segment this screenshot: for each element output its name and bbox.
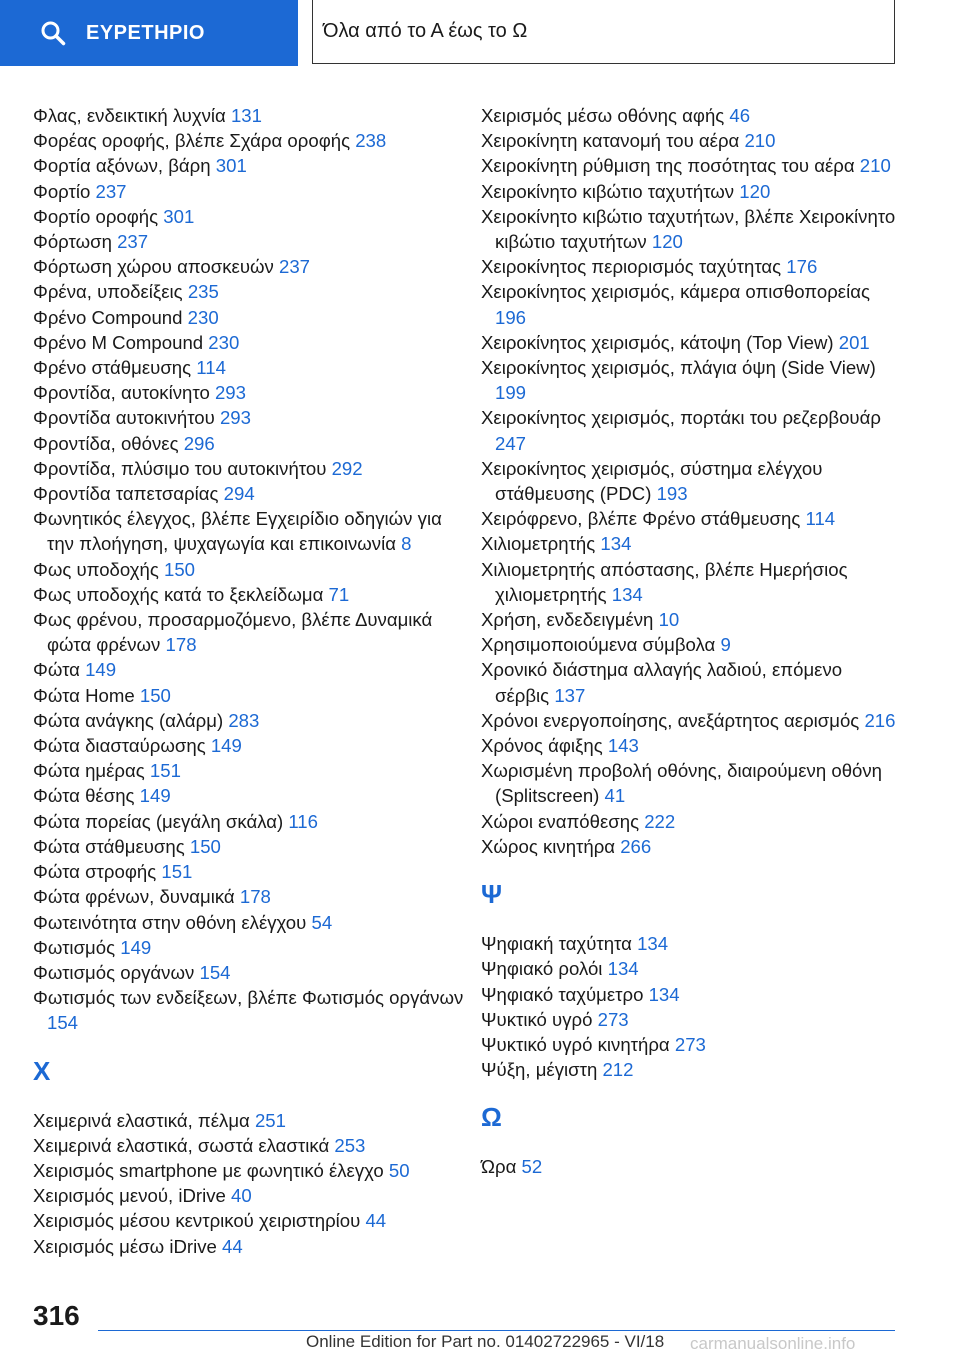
index-entry xyxy=(481,657,901,707)
page-link[interactable]: 46 xyxy=(729,105,751,126)
page-link[interactable]: 178 xyxy=(165,634,197,656)
page-link[interactable]: 296 xyxy=(183,432,215,454)
page-link[interactable]: 230 xyxy=(187,306,219,328)
entry-text: Ψυκτικό υγρό xyxy=(481,1008,593,1030)
entry-text: Χειμερινά ελαστικά, πέλμα xyxy=(33,1109,250,1131)
index-entry xyxy=(33,884,473,909)
entry-text: Φως φρένου, προσαρμοζόμενο, βλέπε Δυναμικά φώτα φρένων xyxy=(33,609,433,656)
entry-text: Χειροκίνητος περιορισμός ταχύτητας xyxy=(481,256,782,278)
index-entry xyxy=(33,607,473,657)
page-link[interactable]: 230 xyxy=(208,331,240,353)
page-link[interactable]: 120 xyxy=(739,180,771,202)
entry-text: Χειροκίνητη κατανομή του αέρα xyxy=(481,130,740,152)
entry-text: Χειρισμός μενού, iDrive xyxy=(33,1185,226,1207)
index-entry xyxy=(33,557,473,582)
index-entry xyxy=(33,960,473,985)
entry-text: Φωτισμός οργάνων xyxy=(33,961,195,983)
index-entry xyxy=(481,456,901,506)
index-entry xyxy=(481,733,901,758)
entry-text: Φώτα στάθμευσης xyxy=(33,835,185,857)
entry-text: Φροντίδα, αυτοκίνητο xyxy=(33,382,210,404)
index-entry xyxy=(33,758,473,783)
page-link[interactable]: 137 xyxy=(554,684,586,706)
entry-text: Χειροκίνητος χειρισμός, πλάγια όψη (Side View) xyxy=(481,357,876,379)
entry-text: Ψηφιακό ταχύμετρο xyxy=(481,983,644,1005)
entry-text: Φρένο στάθμευσης xyxy=(33,357,192,379)
page-link[interactable]: 235 xyxy=(187,281,219,303)
index-entry xyxy=(33,229,473,254)
entry-text: Φρένα, υποδείξεις xyxy=(33,281,183,303)
page-link[interactable]: 176 xyxy=(786,256,818,278)
entry-text: Φώτα Home xyxy=(33,684,135,706)
page-link[interactable]: 44 xyxy=(222,1235,243,1257)
index-column-right xyxy=(481,103,901,1180)
index-entry xyxy=(33,330,473,355)
page-link[interactable]: 222 xyxy=(644,810,676,832)
entry-text: Φωτεινότητα στην οθόνη ελέγχου xyxy=(33,911,307,933)
page-link[interactable]: 41 xyxy=(604,785,626,807)
page-link[interactable]: 116 xyxy=(288,810,318,832)
entry-text: Ώρα xyxy=(481,1156,517,1178)
entry-text: Φώτα στροφής xyxy=(33,861,157,883)
index-entry xyxy=(481,956,901,981)
entry-list-omega xyxy=(481,1154,901,1179)
page-link[interactable]: 216 xyxy=(864,709,896,731)
page-link[interactable]: 237 xyxy=(117,231,149,253)
entry-text: Φωνητικός έλεγχος, βλέπε Εγχειρίδιο οδηγιών για την πλοήγηση, ψυχαγωγία και επικοινωνία xyxy=(33,508,442,555)
footer-divider xyxy=(98,1330,895,1331)
page-link[interactable]: 293 xyxy=(214,382,246,404)
page-link[interactable]: 54 xyxy=(311,911,333,933)
letter-heading-chi: Χ xyxy=(33,1055,51,1086)
entry-list-phi xyxy=(33,103,473,1036)
index-entry xyxy=(33,254,473,279)
page-link[interactable]: 134 xyxy=(607,958,639,980)
letter-heading-omega: Ω xyxy=(481,1102,502,1133)
index-entry xyxy=(481,330,901,355)
page-link[interactable]: 237 xyxy=(95,180,127,202)
index-entry xyxy=(33,1158,473,1183)
entry-text: Χειρισμός μέσω οθόνης αφής xyxy=(481,105,725,126)
entry-text: Χρησιμοποιούμενα σύμβολα xyxy=(481,634,716,656)
index-entry xyxy=(481,809,901,834)
page-link[interactable]: 253 xyxy=(334,1134,366,1156)
index-entry xyxy=(481,153,901,178)
page-link[interactable]: 149 xyxy=(210,735,242,757)
page-link[interactable]: 292 xyxy=(331,457,363,479)
entry-text: Χειρισμός μέσου κεντρικού χειριστηρίου xyxy=(33,1210,361,1232)
search-icon xyxy=(40,20,66,46)
page-link[interactable]: 114 xyxy=(805,508,836,530)
page-link[interactable]: 212 xyxy=(602,1059,634,1081)
page-link[interactable]: 210 xyxy=(859,155,891,177)
page-link[interactable]: 134 xyxy=(648,983,680,1005)
index-entry xyxy=(33,103,473,128)
index-entry xyxy=(33,431,473,456)
page-link[interactable]: 283 xyxy=(228,709,260,731)
entry-text: Χρόνοι ενεργοποίησης, ανεξάρτητος αερισμός xyxy=(481,709,860,731)
index-entry xyxy=(481,355,901,405)
page-link[interactable]: 301 xyxy=(215,155,247,177)
entry-text: Ψηφιακή ταχύτητα xyxy=(481,933,632,955)
page-link[interactable]: 134 xyxy=(637,933,669,955)
index-entry xyxy=(33,1183,473,1208)
page-link[interactable]: 273 xyxy=(674,1033,706,1055)
index-entry xyxy=(481,931,901,956)
index-entry xyxy=(33,683,473,708)
page-link[interactable]: 266 xyxy=(620,835,652,857)
page-link[interactable]: 52 xyxy=(521,1156,543,1178)
page-link[interactable]: 154 xyxy=(199,961,231,983)
entry-text: Φωτισμός xyxy=(33,936,116,958)
index-entry xyxy=(33,985,473,1035)
index-search-tab[interactable] xyxy=(0,0,298,66)
page-link[interactable]: 143 xyxy=(607,735,639,757)
index-entry xyxy=(481,708,901,733)
index-entry xyxy=(481,834,901,859)
index-entry xyxy=(481,1057,901,1082)
index-entry xyxy=(481,632,901,657)
entry-text: Φορτίο xyxy=(33,180,91,202)
index-entry xyxy=(33,179,473,204)
index-entry xyxy=(33,380,473,405)
page-link[interactable]: 150 xyxy=(189,835,221,857)
page-link[interactable]: 8 xyxy=(401,533,412,555)
index-entry xyxy=(33,733,473,758)
index-entry xyxy=(33,456,473,481)
entry-text: Χώροι εναπόθεσης xyxy=(481,810,640,832)
entry-text: Χιλιομετρητής απόστασης, βλέπε Ημερήσιος χιλιομετρητής xyxy=(481,558,848,605)
page-link[interactable]: 178 xyxy=(239,886,271,908)
page-link[interactable]: 293 xyxy=(219,407,251,429)
page-link[interactable]: 199 xyxy=(495,382,527,404)
page-link[interactable]: 294 xyxy=(223,483,255,505)
entry-text: Φορτία αξόνων, βάρη xyxy=(33,155,211,177)
entry-text: Χώρος κινητήρα xyxy=(481,835,616,857)
entry-text: Φροντίδα αυτοκινήτου xyxy=(33,407,215,429)
index-entry xyxy=(481,557,901,607)
index-entry xyxy=(33,204,473,229)
index-entry xyxy=(481,179,901,204)
page-link[interactable]: 273 xyxy=(597,1008,629,1030)
page-link[interactable]: 149 xyxy=(85,659,117,681)
index-entry xyxy=(33,279,473,304)
page-link[interactable]: 71 xyxy=(328,583,350,605)
index-entry xyxy=(33,1234,473,1259)
index-entry xyxy=(33,582,473,607)
entry-text: Φώτα διασταύρωσης xyxy=(33,735,206,757)
index-entry xyxy=(481,103,901,128)
entry-text: Χειροκίνητος χειρισμός, πορτάκι του ρεζερβουάρ xyxy=(481,407,881,429)
index-entry xyxy=(481,204,901,254)
entry-text: Φώτα πορείας (μεγάλη σκάλα) xyxy=(33,810,284,832)
page-link[interactable]: 10 xyxy=(658,609,680,631)
index-entry xyxy=(481,128,901,153)
index-entry xyxy=(33,859,473,884)
index-entry xyxy=(33,935,473,960)
entry-text: Φώτα θέσης xyxy=(33,785,135,807)
index-entry xyxy=(481,405,901,455)
top-bar xyxy=(0,0,960,66)
index-entry xyxy=(33,910,473,935)
entry-text: Χειροκίνητος χειρισμός, σύστημα ελέγχου στάθμευσης (PDC) xyxy=(481,457,823,505)
page-link[interactable]: 238 xyxy=(355,130,387,152)
page-link[interactable]: 151 xyxy=(161,861,193,883)
entry-text: Χειμερινά ελαστικά, σωστά ελαστικά xyxy=(33,1134,330,1156)
index-entry xyxy=(481,506,901,531)
index-entry xyxy=(33,1133,473,1158)
entry-text: Ψύξη, μέγιστη xyxy=(481,1059,598,1081)
entry-text: Χειροκίνητος χειρισμός, κάτοψη (Top View) xyxy=(481,331,834,353)
entry-list-chi-cont xyxy=(481,103,901,859)
entry-text: Χωρισμένη προβολή οθόνης, διαιρούμενη οθόνη (Splitscreen) xyxy=(481,760,883,807)
entry-text: Φρένο Compound xyxy=(33,306,183,328)
page-link[interactable]: 134 xyxy=(600,533,632,555)
page-title: Όλα από το Α έως το Ω xyxy=(312,0,895,64)
entry-text: Χειρόφρενο, βλέπε Φρένο στάθμευσης xyxy=(481,508,801,530)
index-entry xyxy=(481,531,901,556)
entry-text: Χρόνος άφιξης xyxy=(481,735,603,757)
entry-text: Χειροκίνητο κιβώτιο ταχυτήτων xyxy=(481,180,735,202)
index-entry xyxy=(481,1007,901,1032)
index-entry xyxy=(481,1154,901,1179)
entry-text: Χειροκίνητο κιβώτιο ταχυτήτων, βλέπε Χειροκίνητο κιβώτιο ταχυτήτων xyxy=(481,205,896,253)
index-column-left xyxy=(33,103,473,1259)
entry-text: Φως υποδοχής κατά το ξεκλείδωμα xyxy=(33,583,324,605)
entry-text: Χρήση, ενδεδειγμένη xyxy=(481,609,654,631)
index-entry xyxy=(481,607,901,632)
search-tab-label: ΕΥΡΕΤΗΡΙΟ xyxy=(86,21,205,44)
index-entry xyxy=(481,254,901,279)
entry-text: Φροντίδα, οθόνες xyxy=(33,432,179,454)
page-link[interactable]: 134 xyxy=(611,583,643,605)
page-link[interactable]: 247 xyxy=(495,432,527,454)
letter-heading-psi: Ψ xyxy=(481,879,503,910)
entry-text: Φορέας οροφής, βλέπε Σχάρα οροφής xyxy=(33,130,351,152)
entry-text: Ψυκτικό υγρό κινητήρα xyxy=(481,1033,670,1055)
entry-text: Χειροκίνητη ρύθμιση της ποσότητας του αέρα xyxy=(481,155,855,177)
entry-text: Φόρτωση xyxy=(33,231,112,253)
entry-text: Χρονικό διάστημα αλλαγής λαδιού, επόμενο σέρβις xyxy=(481,659,843,706)
page-link[interactable]: 40 xyxy=(231,1185,252,1207)
index-entry xyxy=(33,506,473,556)
page-link[interactable]: 120 xyxy=(651,231,683,253)
entry-text: Φώτα ανάγκης (αλάρμ) xyxy=(33,709,224,731)
entry-text: Φώτα φρένων, δυναμικά xyxy=(33,886,235,908)
entry-text: Φωτισμός των ενδείξεων, βλέπε Φωτισμός οργάνων xyxy=(33,987,464,1009)
entry-text: Φόρτωση χώρου αποσκευών xyxy=(33,256,274,278)
entry-text: Ψηφιακό ρολόι xyxy=(481,958,603,980)
entry-text: Χειροκίνητος χειρισμός, κάμερα οπισθοπορείας xyxy=(481,281,870,303)
entry-text: Φως υποδοχής xyxy=(33,558,159,580)
entry-text: Φώτα ημέρας xyxy=(33,760,145,782)
entry-text: Χιλιομετρητής xyxy=(481,533,596,555)
page-link[interactable]: 237 xyxy=(278,256,311,278)
page-link[interactable]: 150 xyxy=(139,684,171,706)
entry-text: Φώτα xyxy=(33,659,80,681)
page-link[interactable]: 150 xyxy=(163,558,196,580)
index-entry xyxy=(33,1108,473,1133)
entry-list-psi xyxy=(481,931,901,1082)
index-entry xyxy=(33,405,473,430)
index-entry xyxy=(33,708,473,733)
index-entry xyxy=(33,305,473,330)
page-link[interactable]: 301 xyxy=(163,205,195,227)
index-entry xyxy=(33,153,473,178)
index-entry xyxy=(481,758,901,808)
page-link[interactable]: 149 xyxy=(139,785,171,807)
index-entry xyxy=(33,809,473,834)
entry-text: Χειρισμός smartphone με φωνητικό έλεγχο xyxy=(33,1159,384,1181)
page-link[interactable]: 44 xyxy=(365,1210,387,1232)
index-entry xyxy=(33,783,473,808)
page-link[interactable]: 196 xyxy=(495,306,527,328)
footer-watermark: carmanualsonline.info xyxy=(690,1334,856,1353)
page-link[interactable]: 114 xyxy=(196,357,226,379)
page-link[interactable]: 251 xyxy=(254,1109,286,1131)
page-link[interactable]: 201 xyxy=(838,331,870,353)
page-link[interactable]: 193 xyxy=(656,483,688,505)
page-link[interactable]: 131 xyxy=(230,105,262,126)
entry-text: Φροντίδα ταπετσαρίας xyxy=(33,483,219,505)
index-entry xyxy=(33,481,473,506)
page-link[interactable]: 210 xyxy=(744,130,776,152)
index-entry xyxy=(33,128,473,153)
page-link[interactable]: 149 xyxy=(120,936,152,958)
entry-text: Φρένο M Compound xyxy=(33,331,204,353)
index-entry xyxy=(481,1032,901,1057)
page-link[interactable]: 154 xyxy=(47,1012,79,1034)
entry-text: Χειρισμός μέσω iDrive xyxy=(33,1235,217,1257)
entry-text: Φροντίδα, πλύσιμο του αυτοκινήτου xyxy=(33,457,327,479)
index-entry xyxy=(33,355,473,380)
index-entry xyxy=(33,657,473,682)
page-link[interactable]: 151 xyxy=(149,760,181,782)
index-entry xyxy=(33,1208,473,1233)
entry-text: Φορτίο οροφής xyxy=(33,205,159,227)
page-link[interactable]: 50 xyxy=(388,1159,410,1181)
index-entry xyxy=(33,834,473,859)
page-link[interactable]: 9 xyxy=(720,634,731,656)
index-entry xyxy=(481,982,901,1007)
entry-text: Φλας, ενδεικτική λυχνία xyxy=(33,105,226,126)
index-entry xyxy=(481,279,901,329)
page-number: 316 xyxy=(33,1300,80,1331)
entry-list-chi xyxy=(33,1108,473,1259)
footer-edition: Online Edition for Part no. 01402722965 - VI/18 xyxy=(306,1332,665,1351)
